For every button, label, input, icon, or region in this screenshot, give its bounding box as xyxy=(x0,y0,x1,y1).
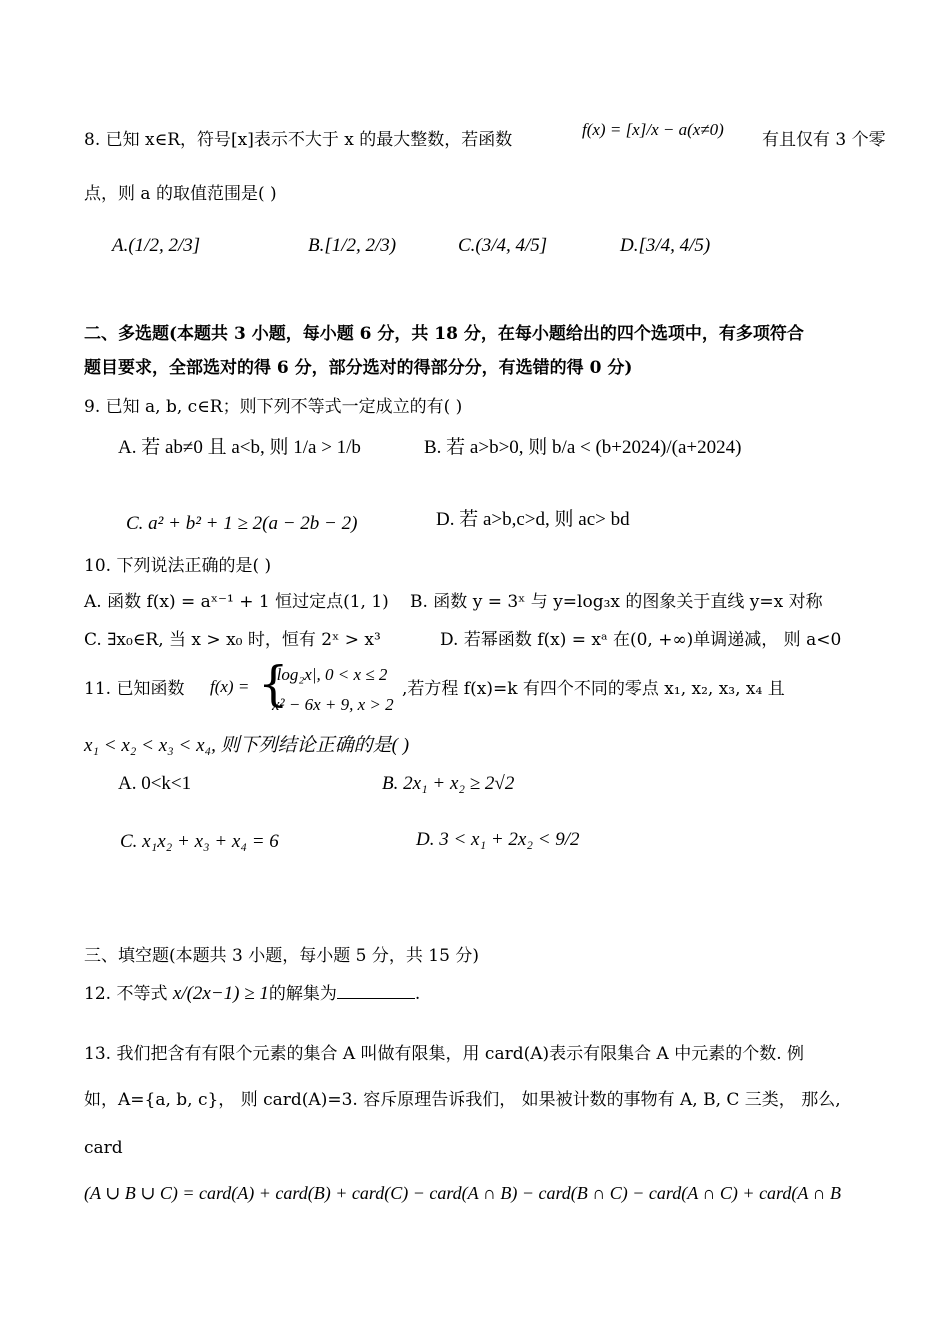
q11-line2: x₁ < x₂ < x₃ < x₄, 则下列结论正确的是( ) xyxy=(84,735,410,756)
q11-option-c: C. x₁x₂ + x₃ + x₄ = 6 xyxy=(120,831,279,852)
q13-line1: 13. 我们把含有有限个元素的集合 A 叫做有限集，用 card(A)表示有限集合 A 中元素的个数. 例 xyxy=(84,1044,805,1064)
q11-function-name: f(x) = xyxy=(210,677,250,696)
q9-option-b: B. 若 a>b>0, 则 b/a < (b+2024)/(a+2024) xyxy=(424,437,742,458)
q12-prefix: 12. 不等式 xyxy=(84,984,168,1004)
q9-option-a: A. 若 ab≠0 且 a<b, 则 1/a > 1/b xyxy=(118,437,361,458)
q10-option-a: A. 函数 f(x) = aˣ⁻¹ + 1 恒过定点(1, 1) xyxy=(84,592,389,612)
q12-end: . xyxy=(414,984,421,1004)
q11-stem-pre: 11. 已知函数 xyxy=(84,679,185,699)
q12-formula: x/(2x−1) ≥ 1 xyxy=(172,983,269,1004)
q8-formula: f(x) = [x]/x − a(x≠0) xyxy=(582,120,724,139)
q8-option-b: B.[1/2, 2/3) xyxy=(308,235,397,256)
q11-case2: x² − 6x + 9, x > 2 xyxy=(272,695,394,714)
q8-line2: 点，则 a 的取值范围是( ) xyxy=(84,184,277,204)
section3-heading: 三、填空题(本题共 3 小题，每小题 5 分，共 15 分) xyxy=(84,946,479,966)
q13-formula: (A ∪ B ∪ C) = card(A) + card(B) + card(C) − card(A ∩ B) − card(B ∩ C) − card(A ∩ C) + card(A ∩ B xyxy=(84,1183,842,1203)
q10-option-c: C. ∃x₀∈R, 当 x > x₀ 时，恒有 2ˣ > x³ xyxy=(84,630,381,650)
q13-line3: card xyxy=(84,1138,123,1158)
q11-option-d: D. 3 < x₁ + 2x₂ < 9/2 xyxy=(416,829,580,850)
q11-stem-post: ,若方程 f(x)=k 有四个不同的零点 x₁, x₂, x₃, x₄ 且 xyxy=(402,679,785,699)
q12-line xyxy=(84,982,420,1006)
q12-answer-blank[interactable] xyxy=(337,984,415,999)
q11-case1: |log₂x|, 0 < x ≤ 2 xyxy=(272,665,388,684)
q9-option-c: C. a² + b² + 1 ≥ 2(a − 2b − 2) xyxy=(126,513,358,534)
q8-line1: 8. 已知 x∈R，符号[x]表示不大于 x 的最大整数，若函数 xyxy=(84,130,513,150)
q8-option-c: C.(3/4, 4/5] xyxy=(458,235,548,256)
q10-option-b: B. 函数 y = 3ˣ 与 y=log₃x 的图象关于直线 y=x 对称 xyxy=(410,592,823,612)
q8-line1-post: 有且仅有 3 个零 xyxy=(762,130,886,150)
q13-line2: 如，A={a, b, c}， 则 card(A)=3. 容斥原理告诉我们， 如果被计数的事物有 A, B, C 三类， 那么, xyxy=(84,1090,841,1110)
q9-option-d: D. 若 a>b,c>d, 则 ac> bd xyxy=(436,509,630,530)
section2-heading-line2: 题目要求，全部选对的得 6 分，部分选对的得部分分，有选错的得 0 分) xyxy=(84,358,633,378)
q9-stem: 9. 已知 a, b, c∈R；则下列不等式一定成立的有( ) xyxy=(84,397,463,417)
q10-option-d: D. 若幂函数 f(x) = xᵃ 在(0, +∞)单调递减， 则 a<0 xyxy=(440,630,842,650)
q11-option-a: A. 0<k<1 xyxy=(118,773,192,794)
section2-heading-line1: 二、多选题(本题共 3 小题，每小题 6 分，共 18 分，在每小题给出的四个选项中，有多项符合 xyxy=(84,324,804,344)
q11-option-b: B. 2x₁ + x₂ ≥ 2√2 xyxy=(382,773,515,794)
q11-brace: { xyxy=(258,656,289,712)
q8-option-a: A.(1/2, 2/3] xyxy=(112,235,201,256)
q12-suffix: 的解集为 xyxy=(268,984,337,1004)
q10-stem: 10. 下列说法正确的是( ) xyxy=(84,556,272,576)
q8-option-d: D.[3/4, 4/5) xyxy=(620,235,711,256)
